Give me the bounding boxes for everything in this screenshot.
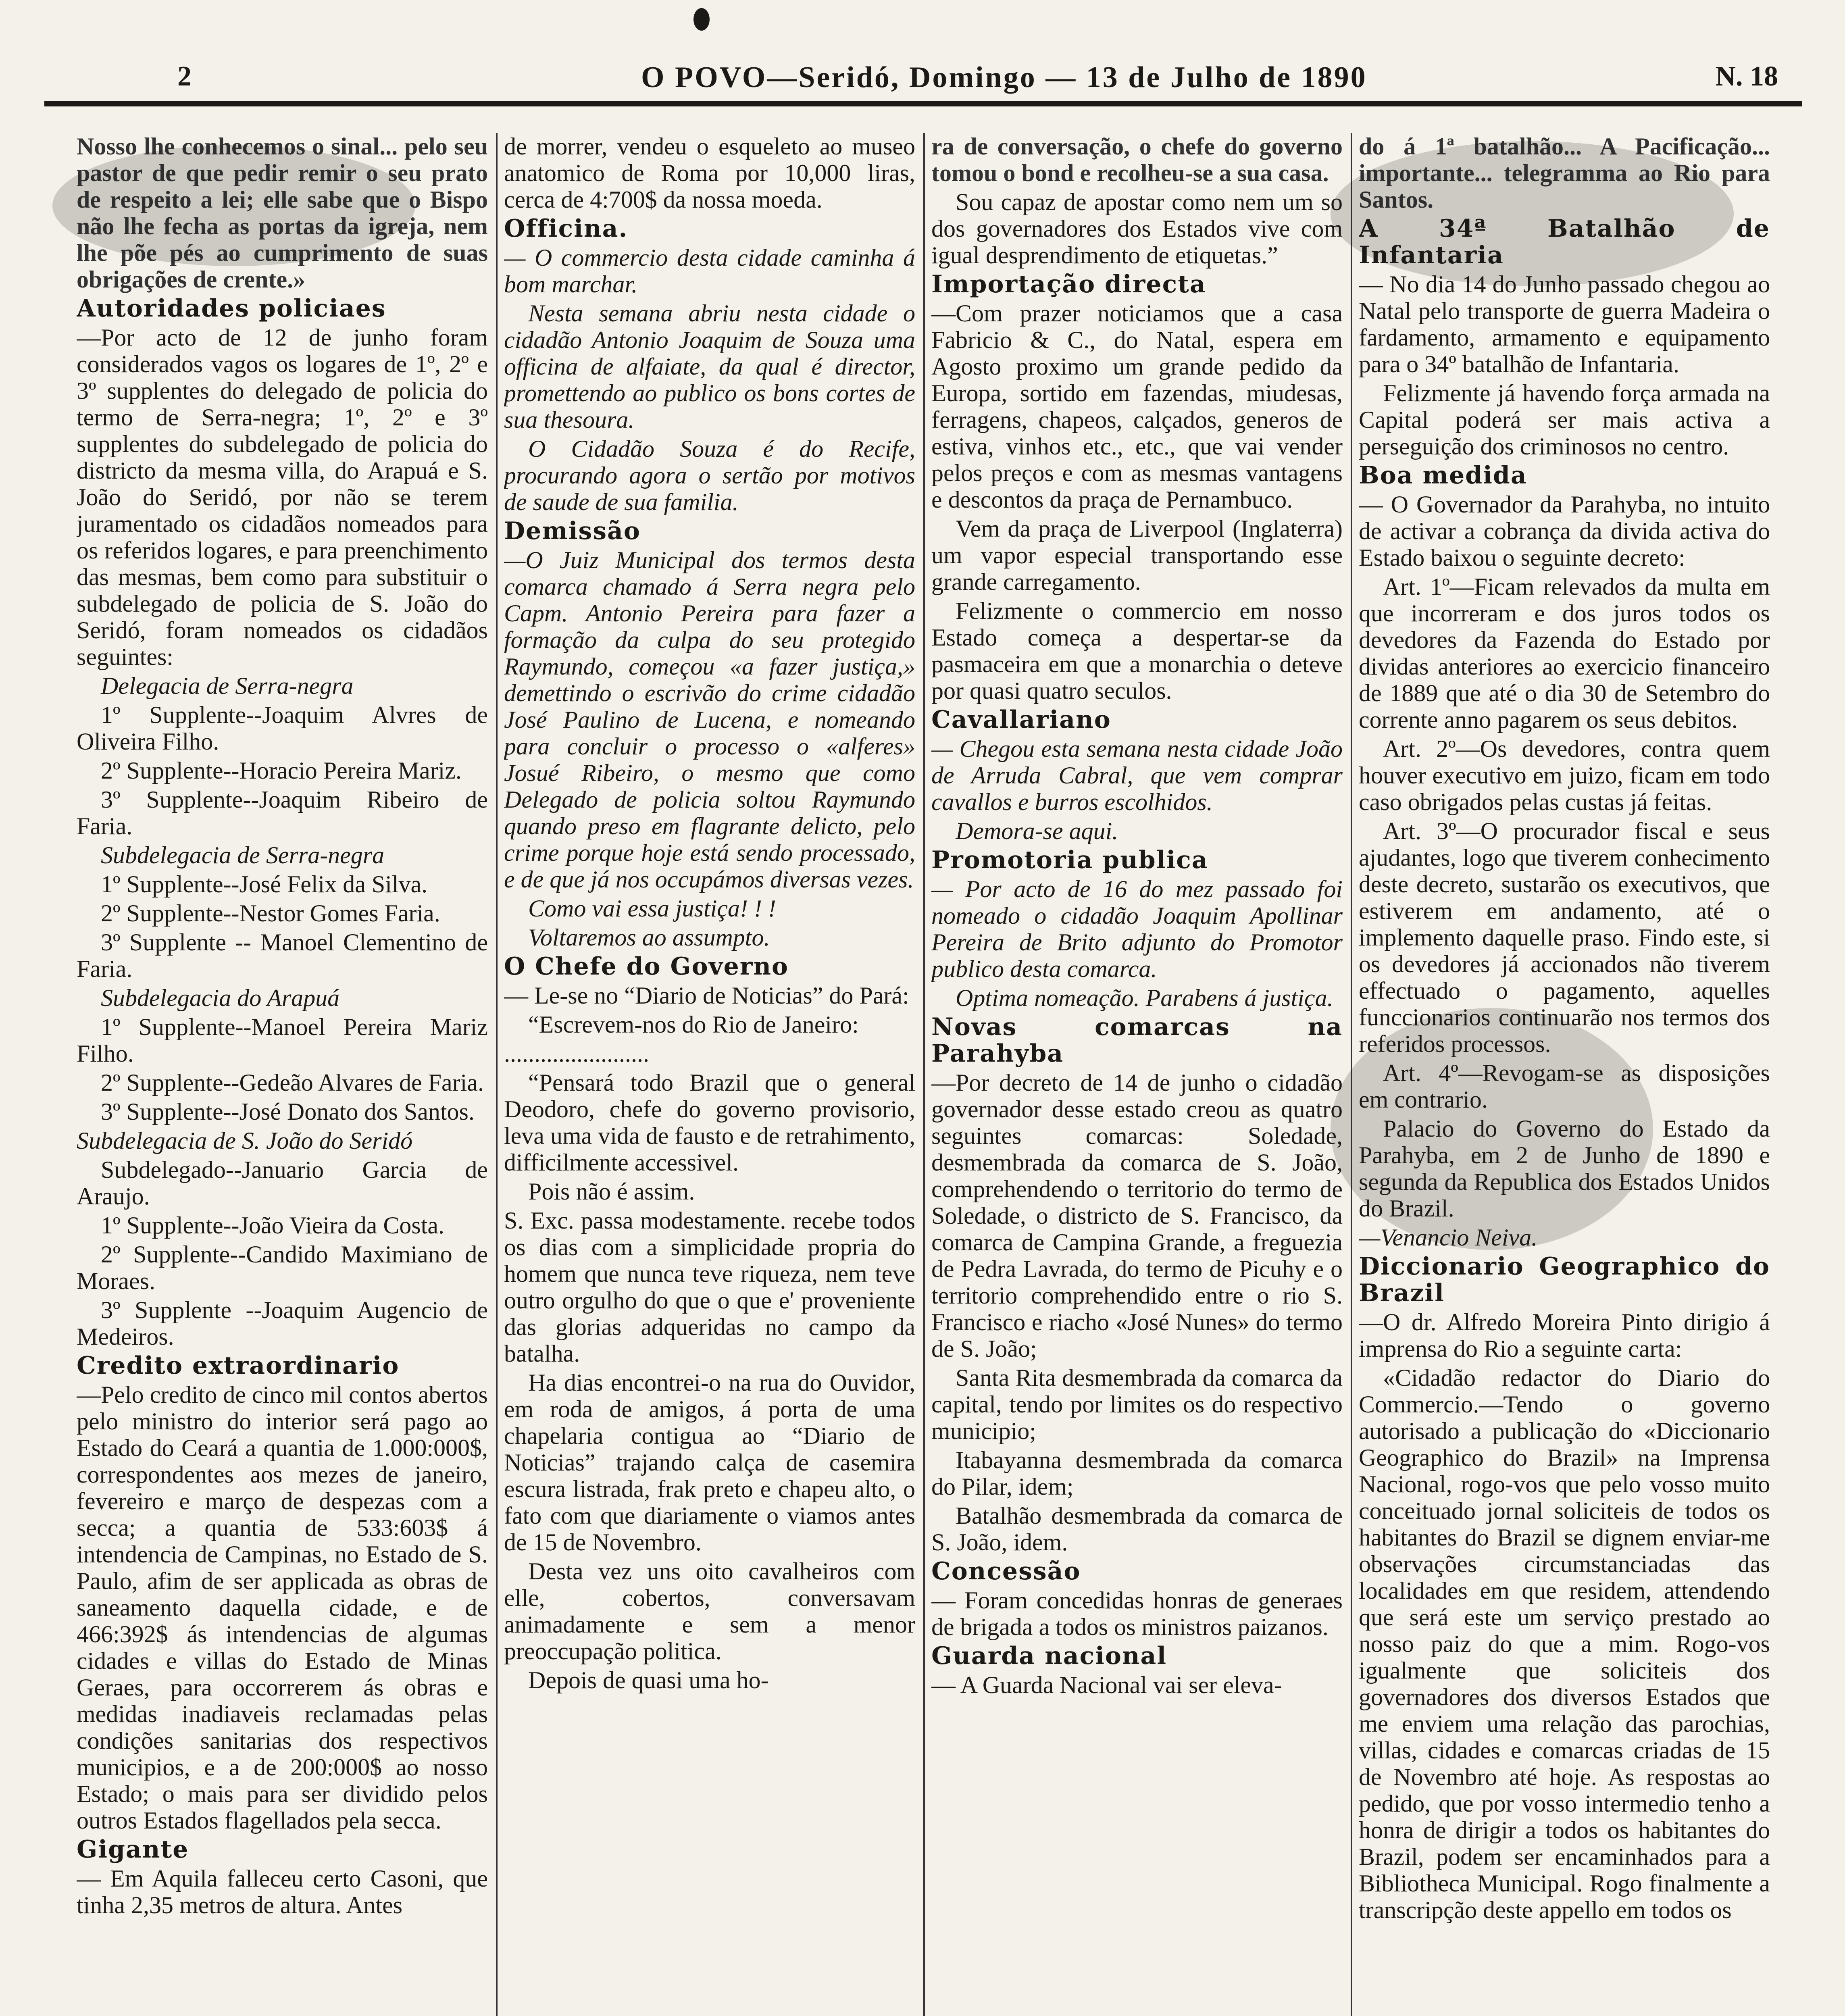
paragraph: ra de conversação, o chefe do governo tomou o bond e recolheu-se a sua casa. [931,133,1343,186]
paragraph: Subdelegado--Januario Garcia de Araujo. [77,1156,488,1210]
paragraph: Pois não é assim. [528,1178,695,1205]
paragraph: Subdelegacia do Arapuá [101,985,340,1011]
article-heading: A 34ª Batalhão de Infantaria [1359,215,1770,269]
paragraph: —Por decreto de 14 de junho o cidadão governador desse estado creou as quatro seguintes comarcas: Soledade, desmembrada da comarca de S. João, comprehendendo o territorio do termo de Soledade, o districto de S. Francisco, da comarca de Campina Grande, a freguezia de Pedra Lavrada, do termo de Picuhy e o territorio comprehendido entre o rio S. Francisco e riacho «José Nunes» do termo de S. João; [931,1069,1343,1362]
paragraph: Optima nomeação. Parabens á justiça. [956,985,1333,1011]
paragraph: Palacio do Governo do Estado da Parahyba, em 2 de Junho de 1890 e segunda da Republica dos Estados Unidos do Brazil. [1359,1115,1770,1222]
article-heading: Gigante [77,1835,189,1864]
article-heading: Credito extraordinario [77,1352,400,1380]
article-heading: Boa medida [1359,461,1527,489]
paragraph: Batalhão desmembrada da comarca de S. João, idem. [931,1502,1343,1556]
page-number-left: 2 [177,61,192,92]
paragraph: 1º Supplente--José Felix da Silva. [101,871,428,898]
paragraph: “Escrevem-nos do Rio de Janeiro: [528,1011,859,1038]
paragraph: —O Juiz Municipal dos termos desta comarca chamado á Serra negra pelo Capm. Antonio Pereira para fazer a formação da culpa do seu protegido Raymundo, começou «a fazer justiça,» demettindo o escrivão do crime cidadão José Paulino de Lucena, e nomeando para concluir o processo o «alferes» Josué Ribeiro, o mesmo que como Delegado de policia soltou Raymundo quando preso em flagrante delicto, pelo crime porque hoje está sendo processado, e de que já nos occupámos diversas vezes. [504,547,915,893]
paragraph: 2º Supplente--Gedeão Alvares de Faria. [101,1069,484,1096]
paragraph: «Cidadão redactor do Diario do Commercio.—Tendo o governo autorisado a publicação do «Diccionario Geographico do Brazil» na Imprensa Nacional, rogo-vos que pelo vosso muito conceituado jornal soliciteis de todos os habitantes do Brazil se dignem enviar-me observações circumstanciadas das localidades em que residem, attendendo que será este um serviço prestado ao nosso paiz do que a mim. Rogo-vos igualmente que soliciteis dos governadores dos diversos Estados que me enviem uma relação das parochias, villas, cidades e comarcas criadas de 15 de Novembro até hoje. As respostas ao pedido, que por vosso intermedio tenho a honra de dirigir a todos os habitantes do Brazil, podem ser encaminhados para a Bibliotheca Municipal. Rogo finalmente a transcripção deste appello em todos os [1359,1364,1770,1923]
paragraph: — Chegou esta semana nesta cidade João de Arruda Cabral, que vem comprar cavallos e burros escolhidos. [931,735,1343,815]
page-number-right: N. 18 [1715,61,1778,92]
paragraph: Voltaremos ao assumpto. [528,924,770,951]
paragraph: Como vai essa justiça! ! ! [528,895,776,922]
paragraph: — A Guarda Nacional vai ser eleva- [931,1672,1282,1698]
paragraph: Art. 1º—Ficam relevados da multa em que incorreram e dos juros todos os devedores da Fazenda do Estado por dividas anteriores ao exercicio financeiro de 1889 que até o dia 30 de Setembro do corrente anno pagarem os seus debitos. [1359,573,1770,733]
article-heading: Concessão [931,1557,1081,1585]
paragraph: 3º Supplente --Joaquim Augencio de Medeiros. [77,1297,488,1350]
article-heading: Promotoria publica [931,846,1208,874]
paragraph: de morrer, vendeu o esqueleto ao museo anatomico de Roma por 10,000 liras, cerca de 4:700$ da nossa moeda. [504,133,915,213]
article-heading: Importação directa [931,270,1206,298]
paragraph: 2º Supplente--Horacio Pereira Mariz. [101,757,462,784]
paragraph: O Cidadão Souza é do Recife, procurando agora o sertão por motivos de saude de sua familia. [504,435,915,515]
paragraph: Vem da praça de Liverpool (Inglaterra) um vapor especial transportando esse grande carregamento. [931,515,1343,595]
paragraph: —Venancio Neiva. [1359,1224,1538,1251]
paragraph: do á 1ª batalhão... A Pacificação... importante... telegramma ao Rio para Santos. [1359,133,1770,213]
article-heading: Officina. [504,215,628,243]
paragraph: — O commercio desta cidade caminha á bom marchar. [504,244,915,298]
article-heading: Autoridades policiaes [77,294,386,323]
paragraph: 3º Supplente--José Donato dos Santos. [101,1098,475,1125]
article-heading: Diccionario Geographico do Brazil [1359,1252,1770,1307]
paragraph: 2º Supplente--Candido Maximiano de Moraes. [77,1241,488,1294]
paragraph: Subdelegacia de Serra-negra [101,842,385,868]
paragraph: Desta vez uns oito cavalheiros com elle, cobertos, conversavam animadamente e sem a menor preoccupação politica. [504,1558,915,1664]
paragraph: Santa Rita desmembrada da comarca da capital, tendo por limites os do respectivo municipio; [931,1364,1343,1444]
ink-stain [1331,141,1734,286]
paragraph: 1º Supplente--João Vieira da Costa. [101,1212,445,1239]
paragraph: 2º Supplente--Nestor Gomes Faria. [101,900,440,927]
paragraph: Delegacia de Serra-negra [101,673,354,699]
article-heading: Demissão [504,517,641,545]
paragraph: 3º Supplente--Joaquim Ribeiro de Faria. [77,786,488,839]
paragraph: Felizmente o commercio em nosso Estado começa a despertar-se da pasmaceira em que a monarchia o deteve por quasi quatro seculos. [931,598,1343,704]
column-1 [77,133,488,2016]
paragraph: Depois de quasi uma ho- [528,1667,769,1693]
paragraph: Sou capaz de apostar como nem um so dos governadores dos Estados vive com igual desprendimento de etiquetas.” [931,189,1343,269]
page-title: O POVO—Seridó, Domingo — 13 de Julho de 1890 [641,61,1367,94]
paragraph: Felizmente já havendo força armada na Capital poderá ser mais activa a perseguição dos criminosos no centro. [1359,380,1770,460]
paragraph: — No dia 14 do Junho passado chegou ao Natal pelo transporte de guerra Madeira o fardamento, armamento e equipamento para o 34º batalhão de Infantaria. [1359,271,1770,377]
paragraph: S. Exc. passa modestamente. recebe todos os dias com a simplicidade propria do homem que nunca teve riqueza, nem teve outro orgulho do que o que e' proveniente das glorias adqueridas no campo da batalha. [504,1207,915,1367]
paragraph: — Foram concedidas honras de generaes de brigada a todos os ministros paizanos. [931,1587,1343,1640]
paragraph: Art. 3º—O procurador fiscal e seus ajudantes, logo que tiverem conhecimento deste decreto, sustarão os executivos, que estiverem em andamento, até o implemento daquelle praso. Findo este, si os devedores já accionados não tiverem effectuado o pagamento, aquelles funccionarios continuarão nos termos dos referidos processos. [1359,818,1770,1057]
paragraph: “Pensará todo Brazil que o general Deodoro, chefe do governo provisorio, leva uma vida de fausto e de retrahimento, difficilmente accessivel. [504,1069,915,1176]
paragraph: 1º Supplente--Joaquim Alvres de Oliveira Filho. [77,702,488,755]
paragraph: ........................ [504,1040,649,1067]
article-heading: Guarda nacional [931,1642,1167,1670]
ink-stain [52,145,415,266]
paragraph: Art. 2º—Os devedores, contra quem houver executivo em juizo, ficam em todo caso obrigados pelas custas já feitas. [1359,735,1770,815]
paragraph: Art. 4º—Revogam-se as disposições em contrario. [1359,1060,1770,1113]
paragraph: —Com prazer noticiamos que a casa Fabricio & C., do Natal, espera em Agosto proximo um grande pedido da Europa, sortido em fazendas, miudesas, ferragens, chapeos, calçados, generos de estiva, vinhos etc., etc., que vai vender pelos preços e com as mesmas vantagens e descontos da praça de Pernambuco. [931,300,1343,513]
page-header [44,52,1802,106]
article-heading: Cavallariano [931,706,1111,734]
column-3 [931,133,1343,2016]
paragraph: — O Governador da Parahyba, no intuito de activar a cobrança da divida activa do Estado baixou o seguinte decreto: [1359,491,1770,571]
paragraph: Subdelegacia de S. João do Seridó [77,1127,413,1154]
paragraph: Nesta semana abriu nesta cidade o cidadão Antonio Joaquim de Souza uma officina de alfaiate, da qual é director, promettendo ao publico os bons cortes de sua thesoura. [504,300,915,433]
ink-blot [693,8,710,31]
paragraph: 1º Supplente--Manoel Pereira Mariz Filho. [77,1014,488,1067]
paragraph: Itabayanna desmembrada da comarca do Pilar, idem; [931,1447,1343,1500]
article-heading: O Chefe do Governo [504,952,789,981]
paragraph: —O dr. Alfredo Moreira Pinto dirigio á imprensa do Rio a seguinte carta: [1359,1309,1770,1362]
ink-stain [1331,1008,1653,1250]
paragraph: —Pelo credito de cinco mil contos abertos pelo ministro do interior será pago ao Estado do Ceará a quantia de 1.000:000$, correspondentes aos mezes de janeiro, fevereiro e março de despezas com a secca; a quantia de 533:603$ á intendencia de Campinas, no Estado de S. Paulo, afim de ser applicada as obras de saneamento daquella cidade, e de 466:392$ ás intendencias de algumas cidades e villas do Estado de Minas Geraes, para occorrerem ás obras e medidas inadiaveis reclamadas pelas condições sanitarias dos respectivos municipios, e a de 200:000$ ao nosso Estado; o mais para ser dividido pelos outros Estados flagellados pela secca. [77,1381,488,1834]
paragraph: — Le-se no “Diario de Noticias” do Pará: [504,982,909,1009]
paragraph: Ha dias encontrei-o na rua do Ouvidor, em roda de amigos, á porta de uma chapelaria contigua ao “Diario de Noticias” trajando calça de casemira escura listrada, frak preto e chapeu alto, o fato com que diariamente o viamos antes de 15 de Novembro. [504,1369,915,1556]
paragraph: Nosso lhe conhecemos o sinal... pelo seu pastor de que pedir remir o seu prato de respeito a lei; elle sabe que o Bispo não lhe fecha as portas da igreja, nem lhe põe pés ao cumprimento de suas obrigações de crente.» [77,133,488,293]
paragraph: 3º Supplente -- Manoel Clementino de Faria. [77,929,488,982]
column-2 [504,133,915,2016]
paragraph: —Por acto de 12 de junho foram considerados vagos os logares de 1º, 2º e 3º supplentes do delegado de policia do termo de Serra-negra; 1º, 2º e 3º supplentes do subdelegado de policia do districto da mesma villa, do Arapuá e S. João do Seridó, por não se terem juramentado os cidadãos nomeados para os referidos logares, e para preenchimento das mesmas, bem como para substituir o subdelegado de policia de S. João do Seridó, foram nomeados os cidadãos seguintes: [77,324,488,670]
paragraph: Demora-se aqui. [956,818,1118,844]
paragraph: — Em Aquila falleceu certo Casoni, que tinha 2,35 metros de altura. Antes [77,1865,488,1918]
article-heading: Novas comarcas na Parahyba [931,1013,1343,1068]
paragraph: — Por acto de 16 do mez passado foi nomeado o cidadão Joaquim Apollinar Pereira de Brito adjunto do Promotor publico desta comarca. [931,876,1343,982]
